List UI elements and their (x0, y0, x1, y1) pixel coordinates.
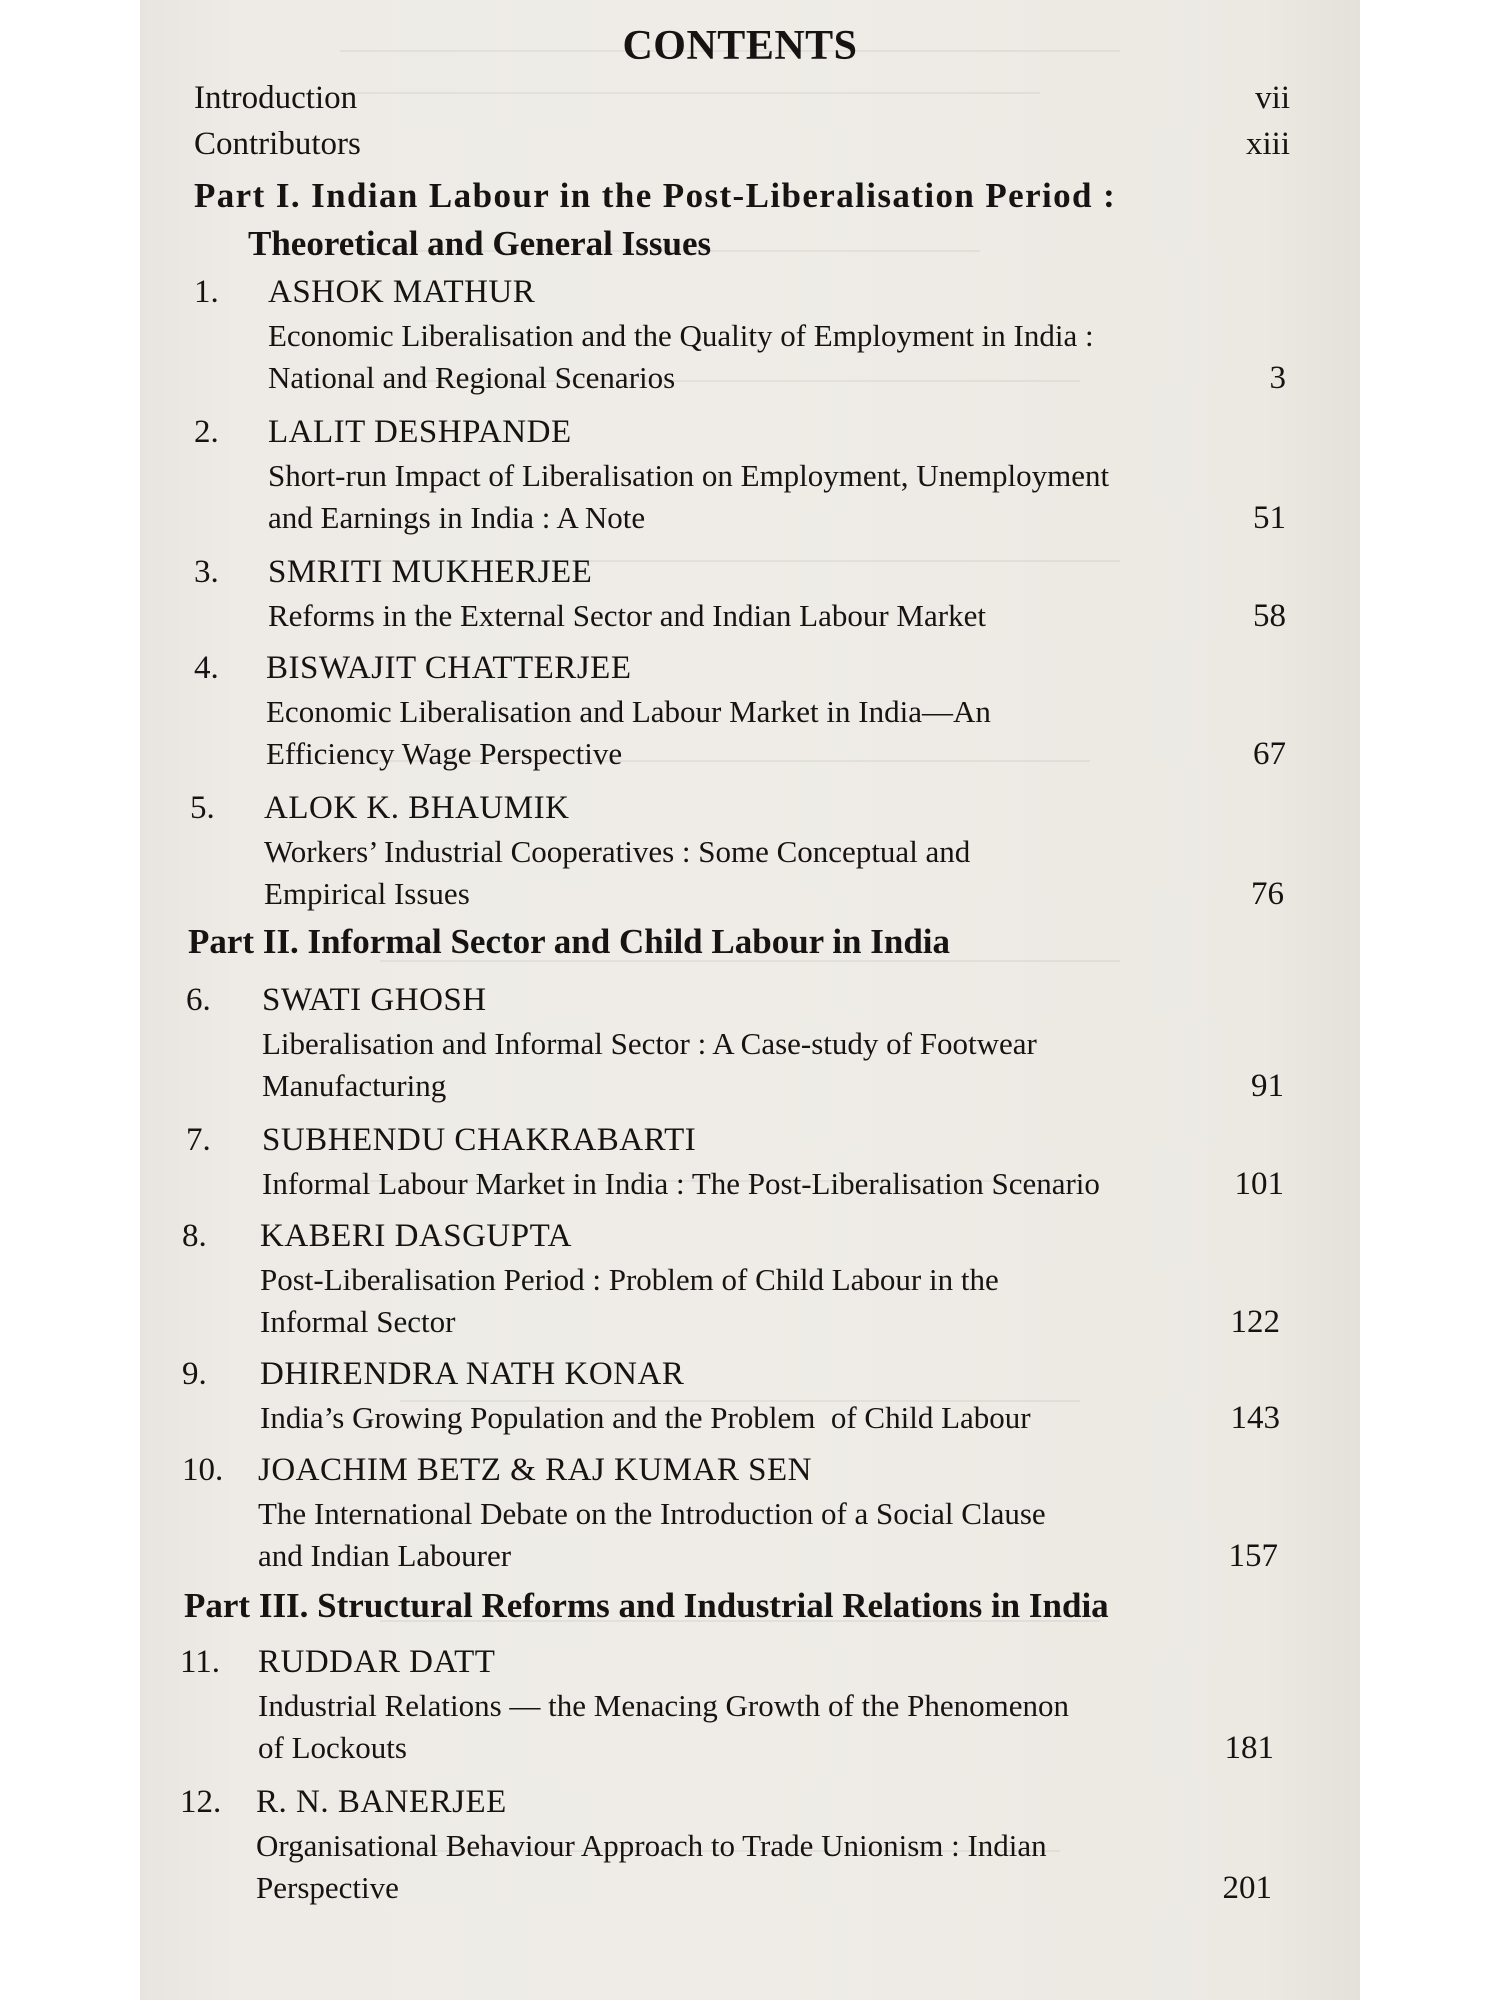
introduction-label: Introduction (194, 80, 358, 116)
entry-number: 10. (182, 1452, 224, 1488)
entry-author: R. N. BANERJEE (256, 1784, 507, 1820)
entry-author: KABERI DASGUPTA (260, 1218, 572, 1254)
entry-page: 76 (1251, 876, 1284, 912)
part-2-heading: Part II. Informal Sector and Child Labour in India (188, 922, 951, 961)
entry-title-line: Economic Liberalisation and Labour Market in India—An (266, 694, 991, 729)
entry-title-line: and Earnings in India : A Note (268, 500, 646, 535)
contributors-page: xiii (1245, 126, 1290, 162)
entry-number: 3. (194, 554, 219, 590)
entry-title-line: Economic Liberalisation and the Quality of Employment in India : (268, 318, 1094, 353)
entry-page: 91 (1251, 1068, 1284, 1104)
entry-page: 3 (1269, 360, 1286, 396)
entry-page: 67 (1253, 736, 1286, 772)
entry-number: 1. (194, 274, 219, 310)
entry-author: LALIT DESHPANDE (268, 414, 572, 450)
page-title: CONTENTS (622, 23, 858, 69)
contributors-label: Contributors (194, 126, 361, 162)
entry-number: 4. (194, 650, 219, 686)
entry-author: JOACHIM BETZ & RAJ KUMAR SEN (258, 1452, 812, 1488)
entry-number: 9. (182, 1356, 207, 1392)
entry-title-line: Workers’ Industrial Cooperatives : Some Conceptual and (264, 834, 971, 869)
entry-title-line: Post-Liberalisation Period : Problem of Child Labour in the (260, 1262, 999, 1297)
entry-title-line: Perspective (256, 1870, 399, 1905)
entry-author: RUDDAR DATT (258, 1644, 496, 1680)
entry-title-line: of Lockouts (258, 1730, 407, 1765)
entry-title-line: Empirical Issues (264, 876, 470, 911)
entry-page: 101 (1234, 1166, 1284, 1202)
entry-title-line: Industrial Relations — the Menacing Growth of the Phenomenon (258, 1688, 1070, 1723)
entry-number: 8. (182, 1218, 207, 1254)
entry-number: 5. (190, 790, 215, 826)
entry-title-line: Informal Labour Market in India : The Post-Liberalisation Scenario (262, 1166, 1100, 1201)
entry-title-line: The International Debate on the Introduction of a Social Clause (258, 1496, 1046, 1531)
entry-author: SUBHENDU CHAKRABARTI (262, 1122, 697, 1158)
entry-page: 122 (1230, 1304, 1280, 1340)
entry-title-line: Organisational Behaviour Approach to Trade Unionism : Indian (256, 1828, 1047, 1863)
entry-number: 12. (180, 1784, 222, 1820)
entry-number: 7. (186, 1122, 211, 1158)
entry-title-line: Informal Sector (260, 1304, 456, 1339)
entry-author: ASHOK MATHUR (268, 274, 536, 310)
entry-page: 143 (1230, 1400, 1280, 1436)
entry-number: 6. (186, 982, 211, 1018)
entry-author: ALOK K. BHAUMIK (264, 790, 570, 826)
entry-title-line: India’s Growing Population and the Problem of Child Labour (260, 1400, 1031, 1435)
entry-title-line: Reforms in the External Sector and Indian Labour Market (268, 598, 986, 633)
entry-title-line: National and Regional Scenarios (268, 360, 676, 395)
entry-page: 58 (1253, 598, 1286, 634)
entry-page: 51 (1253, 500, 1286, 536)
entry-page: 181 (1224, 1730, 1274, 1766)
entry-author: SMRITI MUKHERJEE (268, 554, 593, 590)
entry-author: DHIRENDRA NATH KONAR (260, 1356, 685, 1392)
part-3-heading: Part III. Structural Reforms and Industrial Relations in India (184, 1586, 1109, 1625)
introduction-page: vii (1255, 80, 1290, 116)
part-1-subheading: Theoretical and General Issues (248, 224, 712, 263)
book-page (140, 0, 1360, 2000)
entry-number: 11. (180, 1644, 221, 1680)
entry-author: BISWAJIT CHATTERJEE (266, 650, 632, 686)
entry-title-line: Liberalisation and Informal Sector : A Case-study of Footwear (262, 1026, 1037, 1061)
entry-title-line: Manufacturing (262, 1068, 447, 1103)
part-1-heading: Part I. Indian Labour in the Post-Liberalisation Period : (194, 176, 1117, 215)
entry-title-line: and Indian Labourer (258, 1538, 512, 1573)
entry-number: 2. (194, 414, 219, 450)
entry-page: 157 (1228, 1538, 1278, 1574)
entry-title-line: Efficiency Wage Perspective (266, 736, 623, 771)
entry-title-line: Short-run Impact of Liberalisation on Employment, Unemployment (268, 458, 1110, 493)
entry-page: 201 (1222, 1870, 1272, 1906)
entry-author: SWATI GHOSH (262, 982, 487, 1018)
